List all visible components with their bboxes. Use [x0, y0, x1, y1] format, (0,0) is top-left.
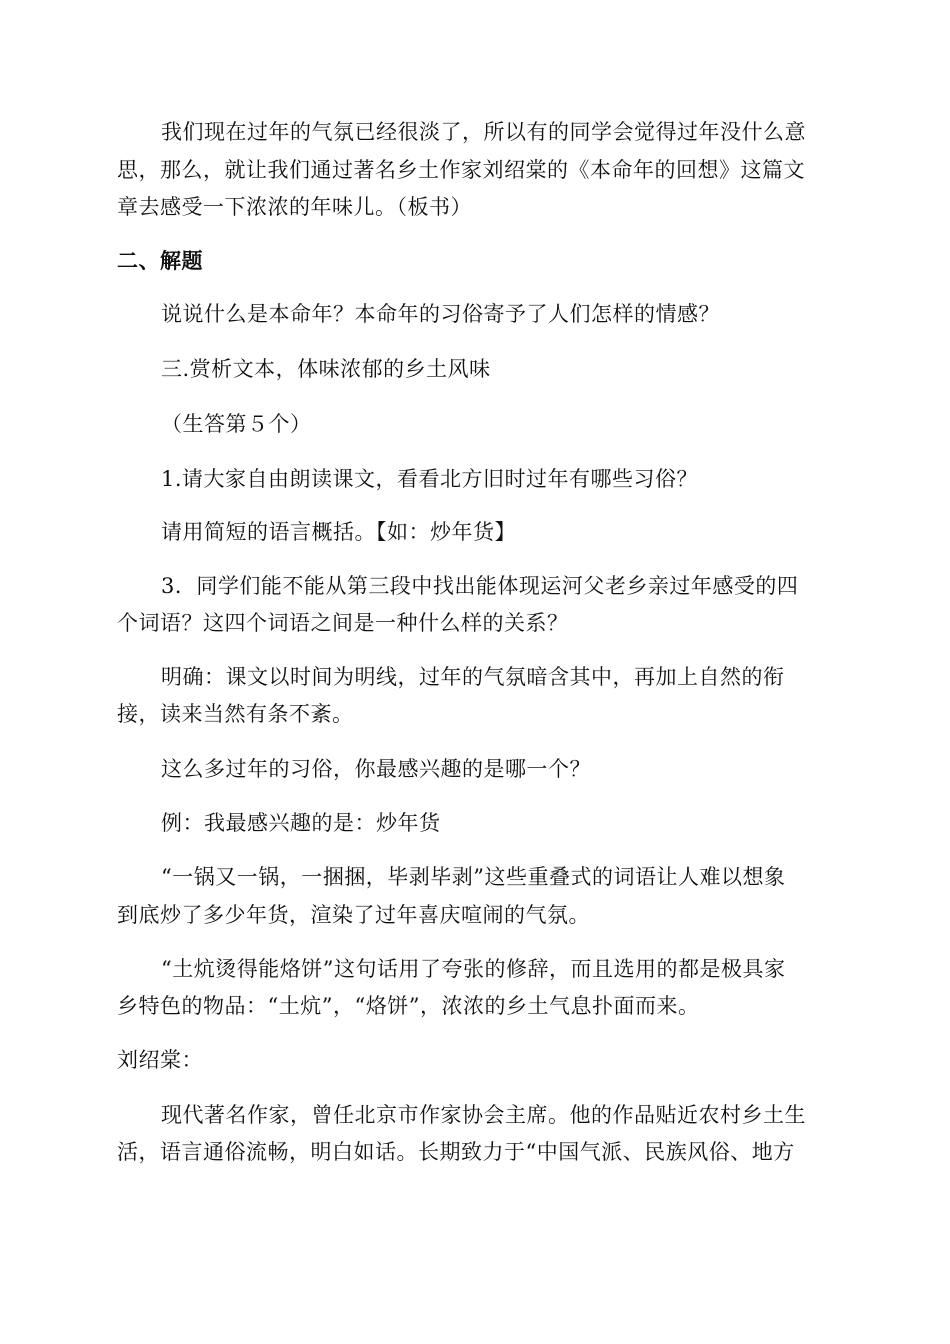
section-heading-appreciation: 三.赏析文本，体味浓郁的乡土风味: [161, 357, 491, 381]
clarify-line-1: 明确：课文以时间为明线，过年的气氛暗含其中，再加上自然的衔: [161, 665, 785, 689]
question-3-line-2: 个词语？这四个词语之间是一种什么样的关系？: [117, 611, 569, 635]
analysis-1-line-2: 到底炒了多少年货，渲染了过年喜庆喧闹的气氛。: [117, 903, 590, 927]
analysis-2-line-2: 乡特色的物品：“土炕”，“烙饼”，浓浓的乡土气息扑面而来。: [117, 994, 700, 1018]
author-bio-line-2: 活，语言通俗流畅，明白如话。长期致力于“中国气派、民族风俗、地方: [117, 1140, 795, 1164]
analysis-2-line-1: “土炕烫得能烙饼”这句话用了夸张的修辞，而且选用的都是极具家: [161, 957, 786, 981]
student-answer-note: （生答第５个）: [161, 412, 312, 436]
question-1: 1.请大家自由朗读课文，看看北方旧时过年有哪些习俗？: [161, 467, 699, 491]
question-benmingnian: 说说什么是本命年？本命年的习俗寄予了人们怎样的情感？: [161, 302, 720, 326]
example-answer: 例：我最感兴趣的是：炒年货: [161, 811, 441, 835]
question-3-line-1: 3．同学们能不能从第三段中找出能体现运河父老乡亲过年感受的四: [161, 574, 799, 598]
section-heading-jieti: 二、解题: [117, 248, 203, 273]
author-bio-line-1: 现代著名作家，曾任北京市作家协会主席。他的作品贴近农村乡土生: [161, 1103, 806, 1127]
intro-line-1: 我们现在过年的气氛已经很淡了，所以有的同学会觉得过年没什么意: [161, 120, 806, 144]
interest-question: 这么多过年的习俗，你最感兴趣的是哪一个？: [161, 757, 591, 781]
intro-line-3: 章去感受一下浓浓的年味儿。（板书）: [117, 195, 472, 219]
analysis-1-line-1: “一锅又一锅，一捆捆，毕剥毕剥”这些重叠式的词语让人难以想象: [161, 865, 786, 889]
question-1-instruction: 请用简短的语言概括。【如：炒年货】: [161, 520, 516, 544]
author-heading: 刘绍棠：: [117, 1048, 203, 1072]
intro-line-2: 思，那么，就让我们通过著名乡土作家刘绍棠的《本命年的回想》这篇文: [117, 158, 805, 182]
clarify-line-2: 接，读来当然有条不紊。: [117, 702, 354, 726]
